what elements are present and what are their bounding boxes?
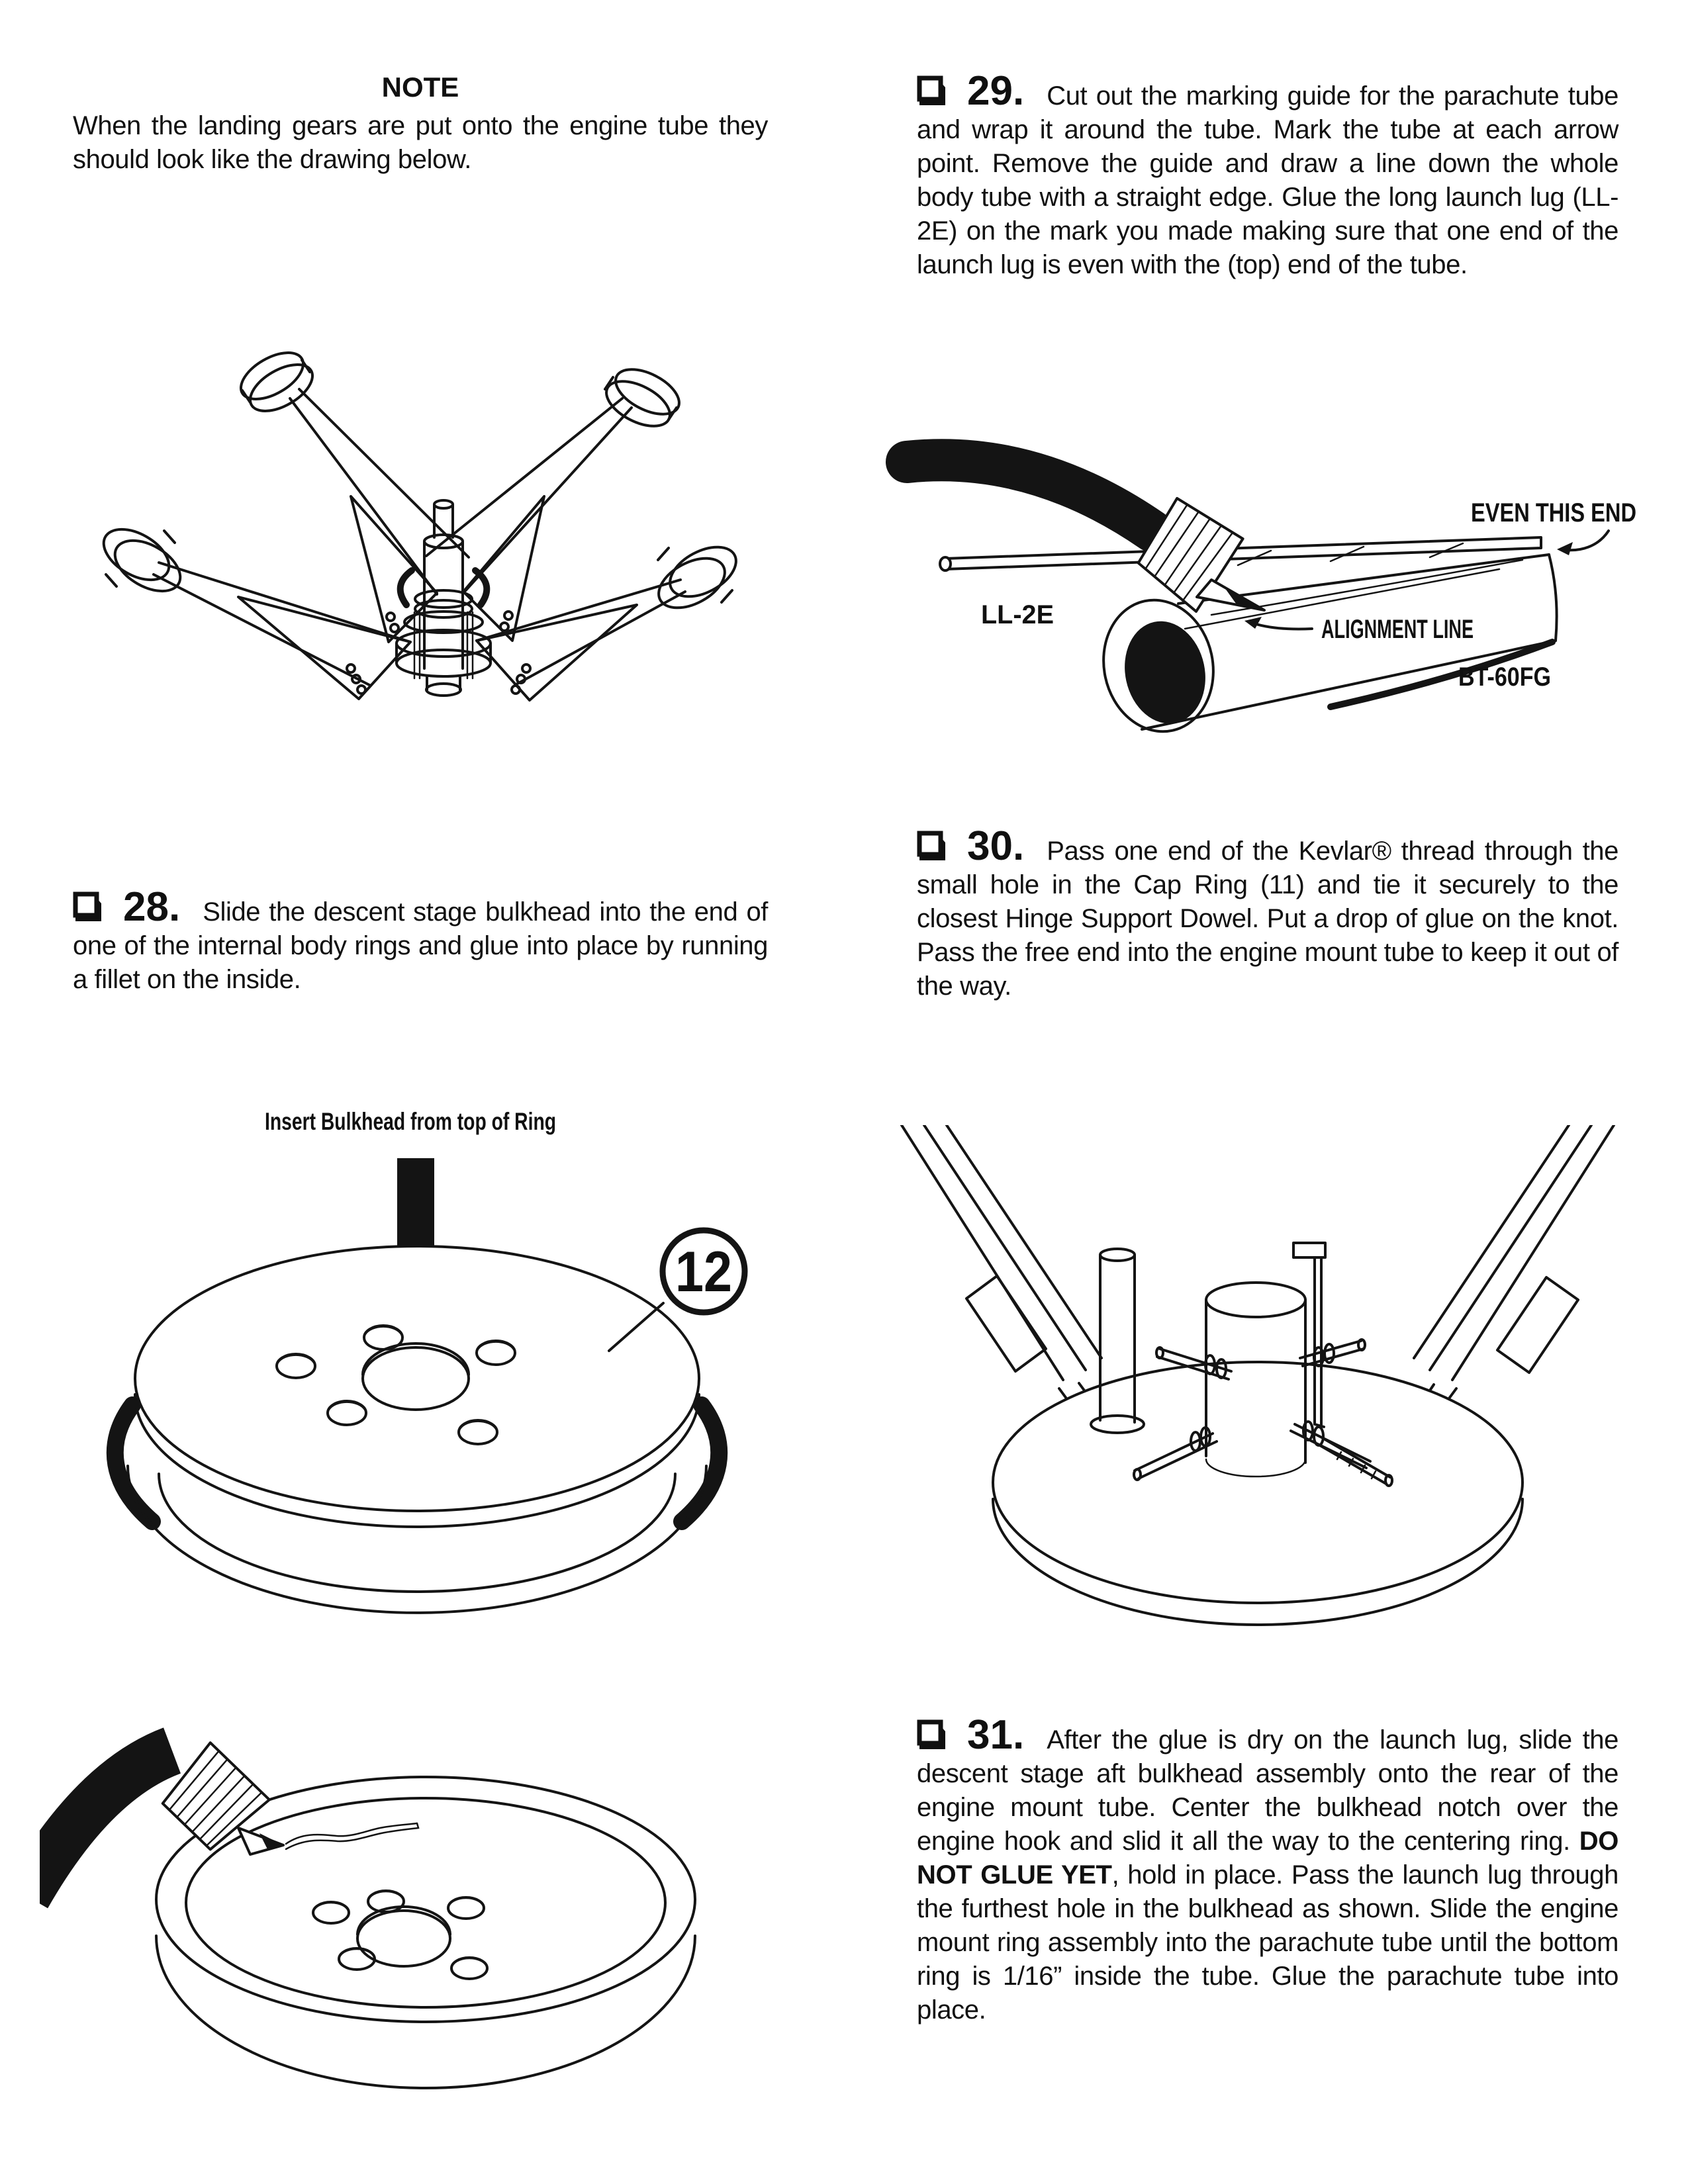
- step-28-number: 28.: [123, 884, 181, 930]
- landing-gear-figure: [40, 298, 801, 794]
- step-29-text: Cut out the marking guide for the parachute tube and wrap it around the tube. Mark the tube at each arrow point. Remove the guide and draw a line down the whole body tube with a straight edge. Glue the long launch lug (LL-2E) on the mark you made making sure that one end of the launch lug is even with the (top) end of the tube.: [917, 81, 1618, 279]
- step-29-number: 29.: [967, 68, 1025, 114]
- step-30-text: Pass one end of the Kevlar® thread through the small hole in the Cap Ring (11) and tie it securely to the closest Hinge Support Dowel. Put a drop of glue on the knot. Pass the free end into the engine mount tube to keep it out of the way.: [917, 837, 1618, 1001]
- step-28-text: Slide the descent stage bulkhead into the end of one of the internal body rings and glue into place by running a fillet on the inside.: [73, 897, 768, 994]
- step-31-text-pre: After the glue is dry on the launch lug, slide the descent stage aft bulkhead assembly onto the rear of the engine mount tube. Center the bulkhead notch over the engine hook and slid it all the way to the centering ring.: [917, 1725, 1618, 1856]
- step-checkbox-icon: [73, 891, 103, 925]
- step-30: [917, 823, 1618, 1003]
- bulkhead-insert-caption: Insert Bulkhead from top of Ring: [265, 1108, 556, 1135]
- glue-fillet-figure: [40, 1635, 768, 2098]
- step-checkbox-icon: [917, 831, 947, 864]
- note-body: When the landing gears are put onto the engine tube they should look like the drawing below.: [73, 111, 768, 174]
- landing-leg-partial-left: [902, 1125, 1102, 1419]
- landing-leg-partial-right: [1414, 1125, 1614, 1420]
- step-31-text-post: , hold in place. Pass the launch lug through the furthest hole in the bulkhead as shown. Slide the engine mount ring assembly into the parachute tube until the bottom ring is 1/16” inside the tube. Glue the parachute tube into place.: [917, 1860, 1618, 2025]
- landing-leg-upper-right: [426, 360, 686, 641]
- part-callout-number: 12: [675, 1240, 732, 1304]
- bt60fg-label: BT-60FG: [1458, 662, 1551, 692]
- note-title: NOTE: [381, 71, 459, 103]
- glue-bottle-icon: [907, 460, 1264, 612]
- descent-stage-bulkhead: [993, 1362, 1523, 1603]
- step-31-text-bold: DO NOT GLUE YET: [917, 1827, 1618, 1889]
- engine-mount-figure: [861, 1125, 1655, 1655]
- step-31-number: 31.: [967, 1712, 1025, 1758]
- step-29: [917, 68, 1618, 282]
- step-checkbox-icon: [917, 75, 947, 109]
- step-checkbox-icon: [917, 1719, 947, 1752]
- step-31: [917, 1712, 1618, 2027]
- bulkhead-insert-figure: [93, 1095, 755, 1645]
- ll2e-label: LL-2E: [981, 600, 1054, 629]
- launch-lug-figure: [867, 410, 1688, 781]
- step-28: [73, 884, 768, 997]
- even-this-end-label: EVEN THIS END: [1471, 498, 1636, 527]
- bulkhead-disk: [135, 1246, 699, 1511]
- alignment-line-label: ALIGNMENT LINE: [1321, 615, 1474, 644]
- step-30-number: 30.: [967, 823, 1025, 869]
